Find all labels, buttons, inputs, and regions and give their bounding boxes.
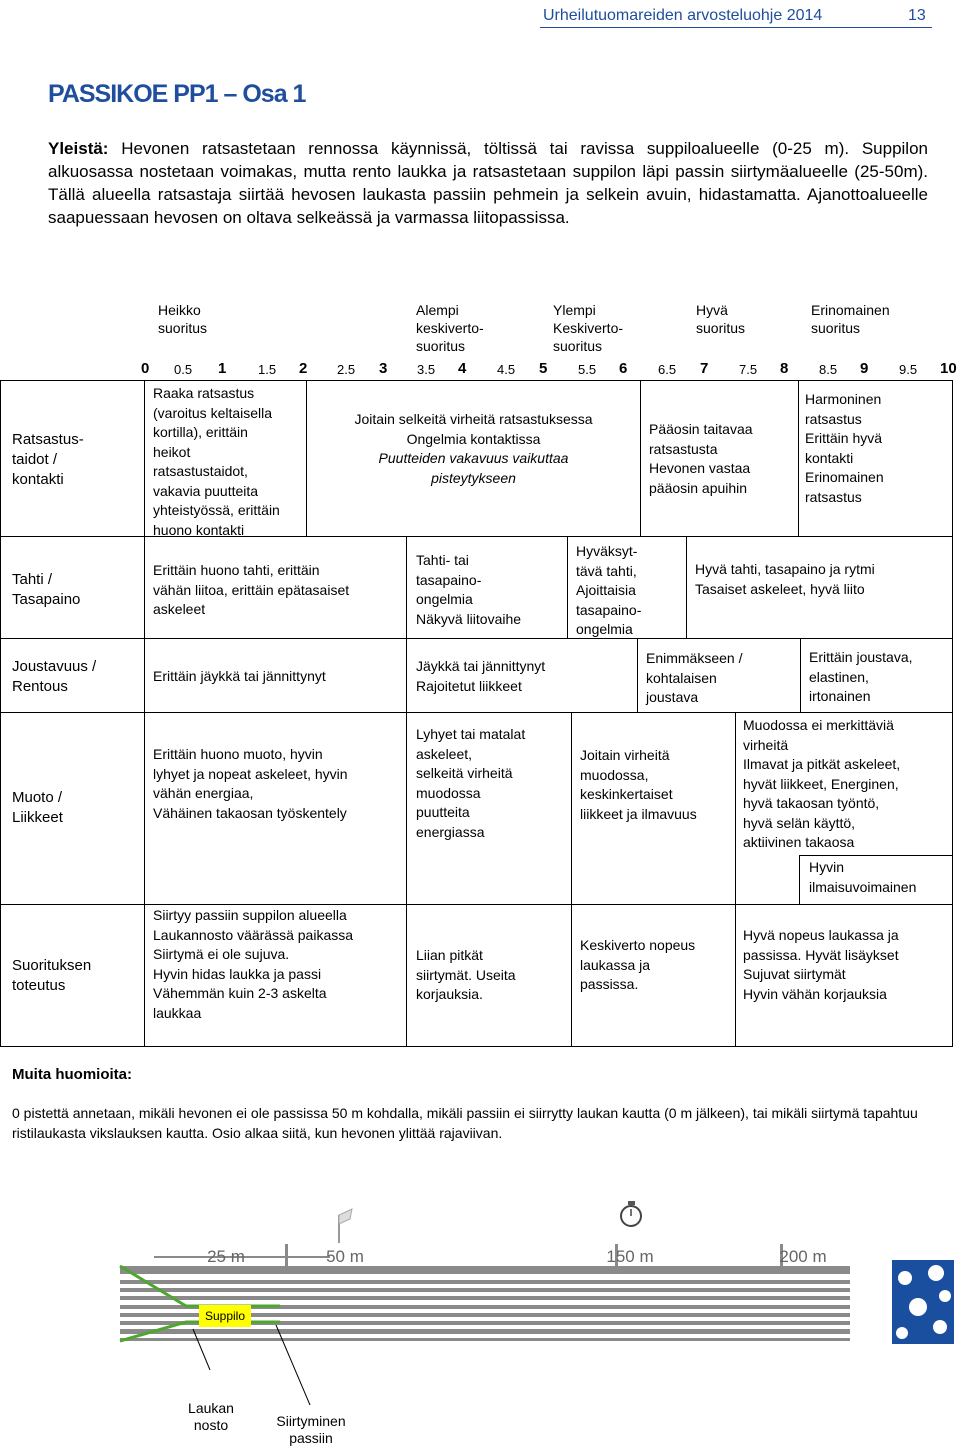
level-line: suoritus [696,320,746,336]
level-line: keskiverto- [416,320,484,336]
cell-line: Joitain virheitä [580,747,670,763]
cell-line: aktiivinen takaosa [743,834,855,850]
cell-line: tasapaino- [416,571,482,588]
cell-line: Raaka ratsastus [153,385,255,401]
cell-excellent [809,858,916,897]
level-line: suoritus [416,338,466,354]
grid-line [640,380,641,536]
distance-markers [154,1244,827,1266]
scale-tick: 3 [379,360,388,377]
cell-upper-average [576,542,641,640]
grid-line [0,380,953,381]
cell-line: hyvä takaosan työntö, [743,795,880,811]
scale-tick: 7.5 [739,362,758,377]
cell-line: ratsastustaidot, [153,463,248,479]
grid-line [735,904,736,1046]
cell-line: vähän liitoa, erittäin epätasaiset [153,581,350,598]
grid-line [799,855,800,904]
scale-tick: 1.5 [258,362,277,377]
scale-tick: 10 [940,360,957,377]
grid-line [406,712,407,904]
cell-line: Muodossa ei merkittäviä [743,717,894,733]
label-line: Muoto / [12,789,63,806]
grid-line [0,904,953,905]
suppilo-marker [199,1305,251,1327]
cell-line: vakavia puutteita [153,482,259,499]
stopwatch-icon [621,1201,641,1226]
siirtyminen-label: passiin [289,1430,333,1446]
cell-lower-average [416,725,525,842]
cell-line: laukassa ja [580,956,651,973]
level-lower-average [416,301,484,355]
scale-tick: 3.5 [417,362,436,377]
cell-line: Ajoittaisia [576,582,636,598]
scale-tick: 6.5 [658,362,677,377]
scale-tick: 2 [299,360,308,377]
cell-line: Hyväksyt- [576,543,638,559]
level-line: suoritus [553,338,603,354]
cell-lower-average [416,946,516,1005]
level-upper-average [553,301,623,355]
cell-good-excellent [695,560,875,599]
document-header-title: Urheilutuomareiden arvosteluohje 2014 [543,7,823,24]
cell-line: ratsastusta [649,440,718,457]
notes-label: Muita huomioita: [12,1066,132,1083]
cell-line: liikkeet ja ilmavuus [580,805,697,822]
grid-line [0,638,953,639]
cell-line: ratsastus [805,410,862,427]
page-title: PASSIKOE PP1 – Osa 1 [48,80,306,108]
scale-tick: 0.5 [174,362,193,377]
row-label-riding-skills [12,430,84,490]
cell-line: puutteita [416,804,470,820]
cell-line: Enimmäkseen / [646,650,743,666]
grid-line [735,712,736,904]
cell-line: Erittäin jäykkä tai jännittynyt [153,668,326,684]
cell-line: korjauksia. [416,986,483,1002]
grid-line [799,855,953,856]
grid-line [571,712,572,904]
level-line: Alempi [416,302,459,318]
cell-line: Lyhyet tai matalat [416,726,526,742]
cell-line: ongelmia [576,621,633,637]
cell-good-excellent [743,716,900,853]
cell-line: heikot [153,443,191,460]
grid-line [0,712,953,713]
grid-line [0,380,1,1047]
cell-line: Rajoitetut liikkeet [416,677,522,694]
cell-weak [153,384,280,540]
label-line: kontakti [12,471,64,488]
laukan-nosto-label: Laukan [188,1400,234,1416]
cell-line: hyvä selän käyttö, [743,814,856,831]
cell-line: elastinen, [809,668,869,685]
scale-tick: 2.5 [337,362,356,377]
federation-logo-icon [892,1260,954,1344]
cell-line: yhteistyössä, erittäin [153,502,280,518]
cell-weak [153,906,353,1023]
cell-line: pisteytykseen [431,469,516,486]
grid-line [686,536,687,638]
page-number: 13 [908,7,926,24]
scale-tick: 6 [619,360,628,377]
cell-line: Liian pitkät [416,947,483,963]
cell-line: Tahti- tai [416,552,469,568]
level-line: suoritus [811,320,861,336]
cell-line: Siirtyy passiin suppilon alueella [153,907,347,923]
intro-paragraph [48,137,928,229]
label-line: Liikkeet [12,809,63,826]
cell-line: siirtymät. Useita [416,966,516,983]
cell-line: Vähäinen takaosan työskentely [153,804,347,821]
cell-line: muodossa, [580,766,649,783]
distance-150m: 150 m [606,1247,654,1266]
label-line: toteutus [12,977,66,994]
scale-tick: 4.5 [497,362,516,377]
cell-weak [153,667,326,687]
grid-line [567,536,568,638]
cell-average [416,657,545,696]
label-line: taidot / [12,451,58,468]
cell-line: Hyvin vähän korjauksia [743,985,887,1002]
cell-line: Pääosin taitavaa [649,421,753,437]
cell-line: ilmaisuvoimainen [809,878,917,895]
cell-line: Hyvin hidas laukka ja passi [153,965,322,982]
cell-line: Erittäin huono tahti, erittäin [153,562,320,578]
level-good [696,301,745,337]
level-line: Ylempi [553,302,596,318]
cell-line: muodossa [416,784,481,801]
laukan-nosto-label: nosto [193,1417,229,1433]
cell-good-excellent [743,926,899,1004]
cell-line: askeleet, [416,745,473,762]
level-line: Heikko [158,302,201,318]
grid-line [406,904,407,1046]
grid-line [798,380,799,536]
cell-line: Erittäin hyvä [805,430,883,446]
distance-25m: 25 m [207,1247,245,1266]
cell-line: Sujuvat siirtymät [743,966,846,982]
cell-line: askeleet [153,601,206,617]
distance-50m: 50 m [326,1247,364,1266]
cell-line: passissa. [580,976,639,992]
notes-text: 0 pistettä annetaan, mikäli hevonen ei ole passissa 50 m kohdalla, mikäli passiin ei siirrytty laukan kautta (0 m jälkeen), tai mikäli siirtymä tapahtuu ristilaukasta vikslauksen kautta. Osio alkaa siitä, kun hevonen ylittää rajaviivan. [12,1105,918,1141]
cell-line: irtonainen [809,688,871,704]
scale-tick: 4 [458,360,467,377]
flag-icon [339,1209,352,1243]
cell-line: (varoitus keltaisella [153,404,273,421]
cell-line: joustava [646,689,699,705]
scale-tick: 8 [780,360,789,377]
cell-line: lyhyet ja nopeat askeleet, hyvin [153,765,348,782]
cell-line: kohtalaisen [646,669,717,686]
track-surface [120,1266,850,1341]
scale-tick: 9 [860,360,869,377]
cell-line: Keskiverto nopeus [580,937,696,953]
cell-line: tävä tahti, [576,562,637,579]
scale-tick: 7 [700,360,709,377]
cell-line: kortilla), erittäin [153,424,248,440]
distance-200m: 200 m [779,1247,827,1266]
cell-line: Erittäin huono muoto, hyvin [153,746,323,762]
cell-line: Hyvä tahti, tasapaino ja rytmi [695,561,875,577]
cell-line: ongelmia [416,591,473,607]
cell-good [649,420,753,498]
cell-line: vähän energiaa, [153,785,254,801]
row-label-suppleness [12,657,96,697]
cell-good [646,649,742,708]
grid-line [571,904,572,1046]
cell-line: Hyvä nopeus laukassa ja [743,927,899,943]
label-line: Tasapaino [12,591,81,608]
cell-line: Näkyvä liitovaihe [416,610,522,627]
scale-tick: 5.5 [578,362,597,377]
cell-weak [153,561,349,620]
cell-lower-average [416,551,521,629]
header-rule [540,27,932,28]
cell-line: selkeitä virheitä [416,765,513,781]
cell-upper-average [580,936,695,995]
cell-line: Erittäin joustava, [809,649,913,665]
label-line: Suorituksen [12,957,92,974]
pointer-lines [193,1325,310,1405]
row-label-execution [12,956,91,996]
level-line: Hyvä [696,302,728,318]
cell-line: laukkaa [153,1004,202,1021]
grid-line [144,380,145,1047]
cell-average [307,410,640,488]
cell-line: Harmoninen [805,391,882,407]
cell-line: passissa. Hyvät lisäykset [743,946,899,963]
level-excellent [811,301,890,337]
cell-line: Ongelmia kontaktissa [406,430,541,447]
cell-line: Vähemmän kuin 2-3 askelta [153,985,327,1001]
suppilo-label: Suppilo [204,1309,246,1323]
cell-line: Joitain selkeitä virheitä ratsastuksessa [354,411,593,427]
label-line: Ratsastus- [12,431,84,448]
cell-line: pääosin apuihin [649,479,748,496]
label-line: Rentous [12,678,68,695]
grid-line [952,380,953,1047]
level-line: Erinomainen [811,302,890,318]
siirtyminen-label: Siirtyminen [276,1413,346,1429]
cell-line: Siirtymä ei ole sujuva. [153,946,290,962]
cell-line: Tasaiset askeleet, hyvä liito [695,580,865,597]
cell-excellent [805,390,884,507]
cell-line: virheitä [743,736,789,753]
cell-line: tasapaino- [576,601,642,618]
intro-text: Hevonen ratsastetaan rennossa käynnissä, töltissä tai ravissa suppiloalueelle (0-25 m). Suppilon alkuosassa nostetaan voimakas, mutta rento laukka ja ratsastetaan suppilon läpi passin siirtymäalueelle (25-50m). Tällä alueella ratsastaja siirtää hevosen laukasta passiin pehmein ja selkein avuin, hidastamatta. Ajanottoalueelle saapuessaan hevosen on oltava selkeässä ja varmassa liitopassissa. [48,139,928,227]
scale-tick: 1 [218,360,227,377]
scale-tick: 0 [141,360,150,377]
cell-line: Erinomainen [805,469,884,485]
label-line: Joustavuus / [12,658,97,675]
scale-tick: 8.5 [819,362,838,377]
level-line: Keskiverto- [553,320,624,336]
cell-line: huono kontakti [153,521,245,538]
level-line: suoritus [158,320,208,336]
intro-label: Yleistä: [48,139,109,158]
cell-excellent [809,648,913,707]
cell-line: Laukannosto väärässä paikassa [153,926,354,943]
cell-line: Jäykkä tai jännittynyt [416,658,546,674]
cell-line: hyvät liikkeet, Energinen, [743,775,899,792]
grid-line [406,536,407,638]
cell-line: Ilmavat ja pitkät askeleet, [743,756,901,772]
row-label-rhythm [12,570,80,610]
cell-line: energiassa [416,823,485,840]
grid-line [0,1046,953,1047]
row-label-form [12,788,63,828]
level-weak [158,301,207,337]
cell-line: Puutteiden vakavuus vaikuttaa [378,450,569,466]
cell-line: ratsastus [805,488,862,505]
grid-line [800,638,801,712]
label-line: Tahti / [12,571,53,588]
scale-tick: 5 [539,360,548,377]
scale-tick: 9.5 [899,362,918,377]
grid-line [637,638,638,712]
cell-line: Hyvin [809,859,845,875]
cell-upper-average [580,746,697,824]
grid-line [0,536,953,537]
cell-weak [153,745,348,823]
cell-line: Hevonen vastaa [649,460,751,476]
cell-line: keskinkertaiset [580,786,673,802]
cell-line: kontakti [805,449,854,466]
grid-line [406,638,407,712]
track-diagram [0,1195,960,1447]
